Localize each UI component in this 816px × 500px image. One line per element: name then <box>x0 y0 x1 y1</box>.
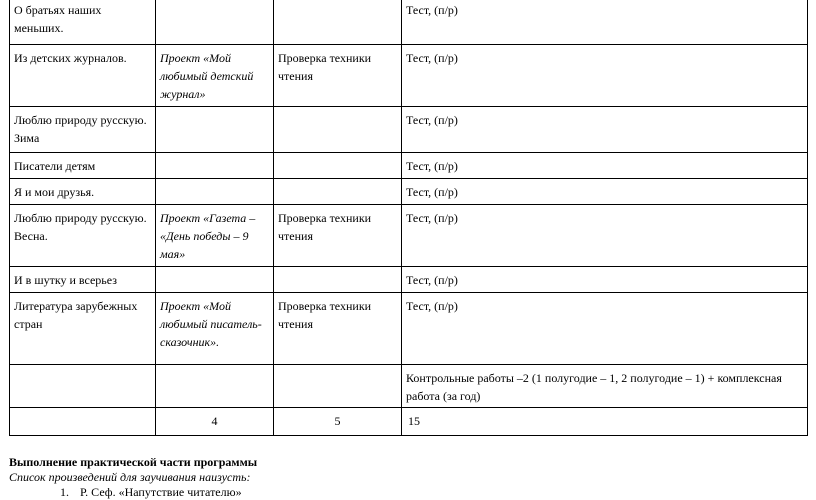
table-row <box>10 45 808 107</box>
project-cell <box>156 0 274 45</box>
table-row <box>10 205 808 267</box>
check-cell: Проверка техники чтения <box>274 293 402 365</box>
control-cell: Тест, (п/р) <box>402 107 808 153</box>
topic-cell: Литература зарубежных стран <box>10 293 156 365</box>
topic-cell: Люблю природу русскую. Весна. <box>10 205 156 267</box>
list-item <box>60 485 242 500</box>
project-cell <box>156 267 274 293</box>
topic-cell: И в шутку и всерьез <box>10 267 156 293</box>
control-works-cell: Контрольные работы –2 (1 полугодие – 1, 2 полугодие – 1) + комплексная работа (за год) <box>402 365 808 408</box>
control-cell: Тест, (п/р) <box>402 293 808 365</box>
table-row <box>10 365 808 408</box>
control-cell: Тест, (п/р) <box>402 267 808 293</box>
control-cell: Тест, (п/р) <box>402 179 808 205</box>
project-cell <box>156 153 274 179</box>
topic-cell: Писатели детям <box>10 153 156 179</box>
controls-total: 15 <box>402 408 808 436</box>
checks-total: 5 <box>274 408 402 436</box>
control-cell: Тест, (п/р) <box>402 0 808 45</box>
program-table <box>9 0 808 436</box>
list-text: Р. Сеф. «Напутствие читателю» <box>80 485 242 499</box>
check-cell: Проверка техники чтения <box>274 205 402 267</box>
control-cell: Тест, (п/р) <box>402 153 808 179</box>
topic-cell: О братьях наших меньших. <box>10 0 156 45</box>
practical-title: Выполнение практической части программы <box>9 455 258 469</box>
check-cell <box>274 179 402 205</box>
control-cell: Тест, (п/р) <box>402 45 808 107</box>
projects-total: 4 <box>156 408 274 436</box>
check-cell <box>274 0 402 45</box>
check-cell <box>274 267 402 293</box>
project-cell <box>156 107 274 153</box>
check-cell <box>274 107 402 153</box>
project-cell: Проект «Мой любимый детский журнал» <box>156 45 274 107</box>
check-cell: Проверка техники чтения <box>274 45 402 107</box>
project-cell: Проект «Мой любимый писатель-сказочник». <box>156 293 274 365</box>
memorize-title: Список произведений для заучивания наизусть: <box>9 470 251 484</box>
table-row <box>10 107 808 153</box>
control-cell: Тест, (п/р) <box>402 205 808 267</box>
topic-cell: Люблю природу русскую. Зима <box>10 107 156 153</box>
table-row <box>10 293 808 365</box>
totals-row <box>10 408 808 436</box>
topic-cell: Из детских журналов. <box>10 45 156 107</box>
table-row <box>10 179 808 205</box>
check-cell <box>274 153 402 179</box>
table-row <box>10 153 808 179</box>
list-number: 1. <box>60 485 69 499</box>
table-row <box>10 0 808 45</box>
table-row <box>10 267 808 293</box>
topic-cell: Я и мои друзья. <box>10 179 156 205</box>
project-cell: Проект «Газета – «День победы – 9 мая» <box>156 205 274 267</box>
project-cell <box>156 179 274 205</box>
